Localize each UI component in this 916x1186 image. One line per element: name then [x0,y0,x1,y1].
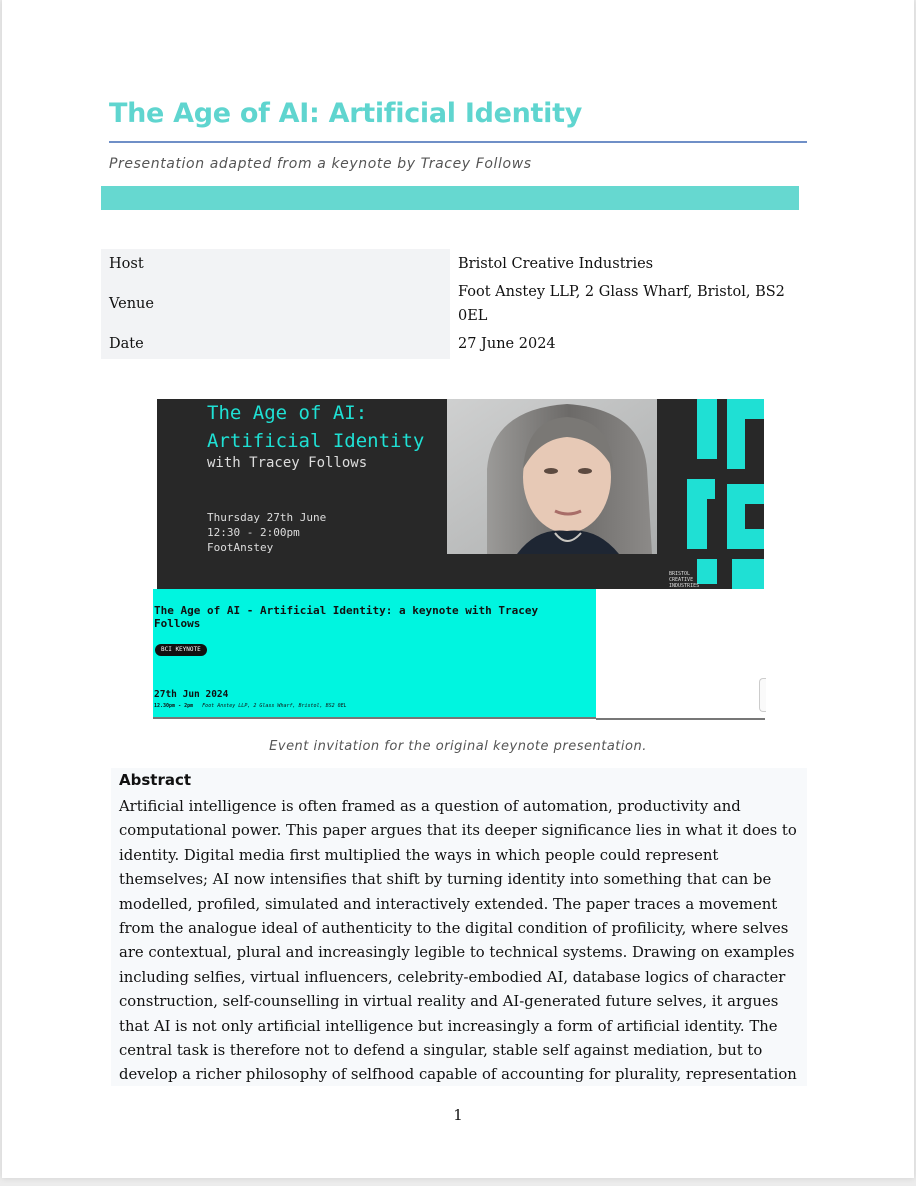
banner-location: Foot Anstey LLP, 2 Glass Wharf, Bristol, BS2 0EL [202,703,347,709]
detail-row-date [101,329,799,359]
flyer-title-line: The Age of AI: [207,402,368,424]
speaker-portrait-image [447,399,685,554]
figure-caption: Event invitation for the original keynote presentation. [269,739,647,754]
document-title: The Age of AI: Artificial Identity [109,98,583,129]
invitation-flyer [157,399,764,594]
abstract-heading: Abstract [119,771,192,789]
detail-label: Venue [101,279,450,329]
banner-time: 12.30pm - 2pm [154,703,194,709]
flyer-event-details: Thursday 27th June 12:30 - 2:00pm FootAnstey [207,511,327,554]
detail-value: Bristol Creative Industries [458,256,654,272]
banner-title: The Age of AI - Artificial Identity: a keynote with Tracey Follows [154,604,539,630]
detail-row-venue [101,279,799,329]
detail-row-host [101,249,799,279]
detail-value: Foot Anstey LLP, 2 Glass Wharf, Bristol, BS2 0EL [458,284,785,324]
bci-logo: BRISTOL CREATIVE INDUSTRIES [669,571,700,589]
title-underline [109,141,807,143]
decorative-accent-bar [101,186,799,210]
page-number: 1 [453,1106,463,1124]
flyer-title [207,399,424,455]
invitation-event-banner [153,589,596,718]
document-page [2,0,914,1178]
banner-date: 27th Jun 2024 [154,689,229,700]
detail-label: Date [101,329,450,359]
banner-time-location [154,703,347,709]
flyer-speaker: with Tracey Follows [207,455,368,471]
decorative-graphic [657,399,764,594]
recaptcha-widget [759,678,766,712]
detail-value: 27 June 2024 [458,336,556,352]
keynote-tag: BCI KEYNOTE [155,644,207,656]
document-subtitle: Presentation adapted from a keynote by Tracey Follows [109,156,532,172]
banner-divider [153,717,596,719]
event-details-table [101,249,799,359]
detail-label: Host [101,249,450,279]
banner-side-panel [596,589,765,720]
abstract-section [111,768,807,1086]
flyer-title-line: Artificial Identity [207,430,425,452]
abstract-text: Artificial intelligence is often framed as a question of automation, productivity and computational power. This paper argues that its deeper significance lies in what it does to identity. Digital media first multiplied the ways in which people could represent themselves; AI now intensifies that shift by turning identity into something that can be modelled, profiled, simulated and interactively extended. The paper traces a movement from the analogue ideal of authenticity to the digital condition of profilicity, where selves are contextual, plural and increasingly legible to technical systems. Drawing on examples including selfies, virtual influencers, celebrity-embodied AI, database logics of character construction, self-counselling in virtual reality and AI-generated future selves, it argues that AI is not only artificial intelligence but increasingly a form of artificial identity. The central task is therefore not to defend a singular, stable self against mediation, but to develop a richer philosophy of selfhood capable of accounting for plurality, representation [119,798,797,1084]
